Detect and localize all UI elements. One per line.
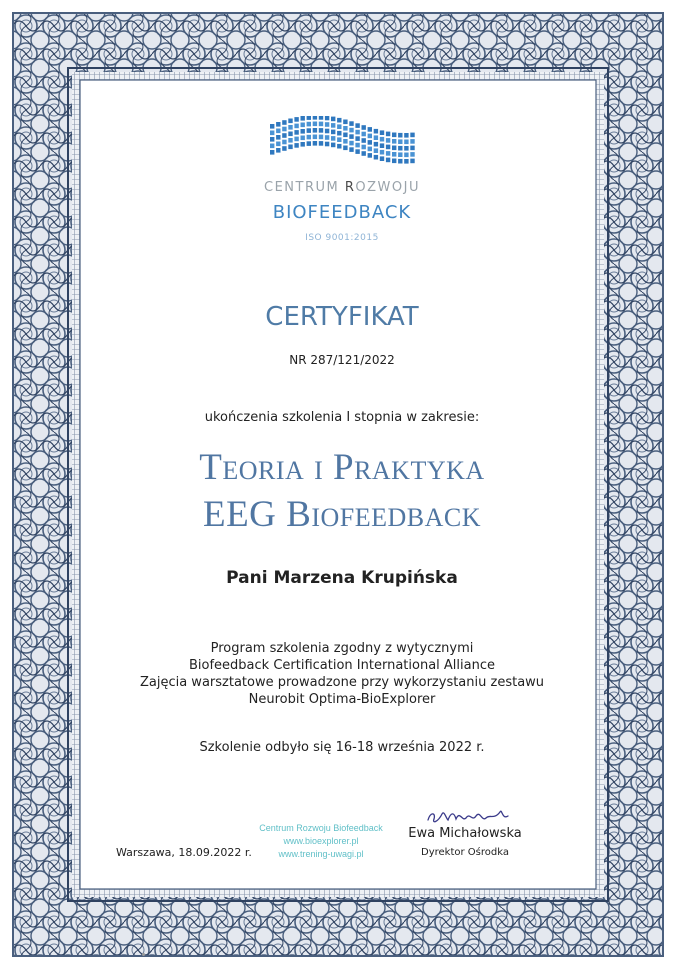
logo-cell [343, 133, 347, 138]
logo-cell [355, 143, 359, 148]
logo-cell [294, 130, 298, 135]
logo-cell [337, 144, 341, 149]
logo-cell [307, 135, 311, 140]
logo-cell [380, 156, 384, 161]
logo-cell [301, 116, 305, 121]
logo-cell [398, 152, 402, 157]
logo-cell [331, 143, 335, 148]
logo-cell [404, 159, 408, 164]
stamp-line: Centrum Rozwoju Biofeedback [259, 823, 383, 833]
logo-cell [380, 130, 384, 135]
logo-cell [355, 136, 359, 141]
logo-cell [374, 155, 378, 160]
logo-cell [392, 159, 396, 164]
logo-cell [392, 152, 396, 157]
logo-cell [355, 123, 359, 128]
logo-cell [337, 137, 341, 142]
logo-cell [343, 139, 347, 144]
logo-cell [294, 117, 298, 122]
logo-cell [404, 153, 408, 158]
logo-cell [374, 129, 378, 134]
logo-cell [288, 145, 292, 150]
logo-cell [404, 140, 408, 145]
logo-cell [362, 151, 366, 156]
logo-cell [319, 141, 323, 146]
logo-cell [368, 153, 372, 158]
logo-line2: BIOFEEDBACK [272, 202, 412, 223]
logo-cell [368, 147, 372, 152]
logo-cell [355, 149, 359, 154]
description-line: Biofeedback Certification International Alliance [189, 658, 495, 673]
logo-cell [288, 138, 292, 143]
description-line: Neurobit Optima-BioExplorer [248, 692, 436, 707]
logo-cell [301, 123, 305, 128]
speck [142, 953, 145, 956]
logo-cell [374, 135, 378, 140]
logo-cell [349, 128, 353, 133]
course-title-line2: EEG Biofeedback [202, 494, 482, 535]
logo-cell [282, 146, 286, 151]
logo-cell [307, 141, 311, 146]
logo-cell [398, 146, 402, 151]
logo-cell [380, 137, 384, 142]
logo-cell [349, 134, 353, 139]
logo-cell [270, 137, 274, 142]
logo-cell [368, 140, 372, 145]
certificate-number: NR 287/121/2022 [289, 353, 395, 367]
logo-cell [288, 132, 292, 137]
logo-cell [301, 129, 305, 134]
logo-cell [349, 147, 353, 152]
logo-cell [307, 116, 311, 120]
logo-cell [319, 116, 323, 120]
logo-cell [325, 122, 329, 127]
logo-cell [325, 129, 329, 134]
logo-cell [362, 132, 366, 137]
logo-cell [282, 133, 286, 138]
logo-cell [282, 127, 286, 132]
logo-cell [319, 135, 323, 140]
logo-cell [294, 143, 298, 148]
logo-cell [319, 122, 323, 127]
logo-cell [307, 128, 311, 133]
logo-cell [410, 139, 414, 144]
logo-cell [410, 133, 414, 138]
logo-cell [398, 159, 402, 164]
logo-cell [368, 127, 372, 132]
logo-cell [374, 148, 378, 153]
training-dates: Szkolenie odbyło się 16-18 września 2022 r. [199, 740, 485, 755]
logo-cell [294, 124, 298, 129]
wave-logo-icon [268, 116, 418, 170]
logo-cell [349, 121, 353, 126]
logo-cell [288, 119, 292, 124]
signer-name: Ewa Michałowska [408, 826, 522, 841]
logo-cell [343, 120, 347, 125]
logo-cell [276, 148, 280, 153]
description-line: Program szkolenia zgodny z wytycznymi [210, 641, 474, 656]
certificate-body [80, 80, 604, 875]
logo-cell [337, 118, 341, 123]
logo-cell [331, 136, 335, 141]
logo-cell [368, 134, 372, 139]
description-line: Zajęcia warsztatowe prowadzone przy wykorzystaniu zestawu [139, 675, 545, 690]
logo-cell [301, 142, 305, 147]
course-title-line1: Teoria i Praktyka [199, 447, 485, 488]
signer-role: Dyrektor Ośrodka [421, 847, 509, 858]
logo-cell [410, 146, 414, 151]
logo-cell [276, 135, 280, 140]
logo-cell [386, 158, 390, 163]
recipient-name: Pani Marzena Krupińska [226, 568, 458, 588]
logo-cell [325, 142, 329, 147]
logo-cell [313, 122, 317, 127]
logo-cell [282, 140, 286, 145]
logo-cell [301, 136, 305, 141]
logo-cell [410, 152, 414, 157]
logo-cell [325, 116, 329, 120]
certificate-title: CERTYFIKAT [265, 302, 419, 332]
logo-cell [386, 145, 390, 150]
logo-cell [362, 138, 366, 143]
logo-cell [355, 130, 359, 135]
logo-cell [398, 133, 402, 138]
logo-cell [270, 124, 274, 129]
logo-cell [380, 150, 384, 155]
logo-cell [276, 129, 280, 134]
logo-cell [282, 120, 286, 125]
logo-cell [270, 131, 274, 136]
logo-cell [331, 130, 335, 135]
logo-cell [313, 128, 317, 133]
logo-cell [398, 139, 402, 144]
logo-cell [374, 142, 378, 147]
logo-cell [331, 117, 335, 122]
logo-cell [319, 128, 323, 133]
logo-cell [276, 122, 280, 127]
logo-cell [349, 141, 353, 146]
logo-cell [410, 159, 414, 164]
stamp-line: www.bioexplorer.pl [283, 836, 359, 846]
logo-cell [404, 133, 408, 138]
stamp-line: www.trening-uwagi.pl [278, 849, 364, 859]
logo-cell [276, 142, 280, 147]
logo-cell [337, 124, 341, 129]
logo-cell [331, 123, 335, 128]
logo-cell [325, 135, 329, 140]
logo-cell [343, 126, 347, 131]
logo-cell [270, 150, 274, 155]
logo-cell [313, 116, 317, 120]
logo-cell [386, 138, 390, 143]
logo-cell [288, 125, 292, 130]
institution-stamp [246, 822, 396, 861]
logo-cell [386, 151, 390, 156]
logo-cell [337, 131, 341, 136]
place-and-date: Warszawa, 18.09.2022 r. [116, 846, 252, 859]
logo-line1: CENTRUM ROZWOJU [264, 180, 420, 195]
logo-cell [313, 135, 317, 140]
logo-cell [294, 137, 298, 142]
logo-cell [380, 143, 384, 148]
logo-cell [362, 145, 366, 150]
iso-label: ISO 9001:2015 [305, 233, 379, 243]
logo-cell [392, 146, 396, 151]
logo-cell [343, 146, 347, 151]
logo-cell [313, 141, 317, 146]
logo-cell [392, 133, 396, 138]
logo-cell [307, 122, 311, 127]
logo-cell [270, 144, 274, 149]
logo-cell [362, 125, 366, 130]
scope-intro: ukończenia szkolenia I stopnia w zakresie: [204, 410, 480, 425]
logo-cell [386, 132, 390, 137]
logo-cell [392, 139, 396, 144]
logo-cell [404, 146, 408, 151]
